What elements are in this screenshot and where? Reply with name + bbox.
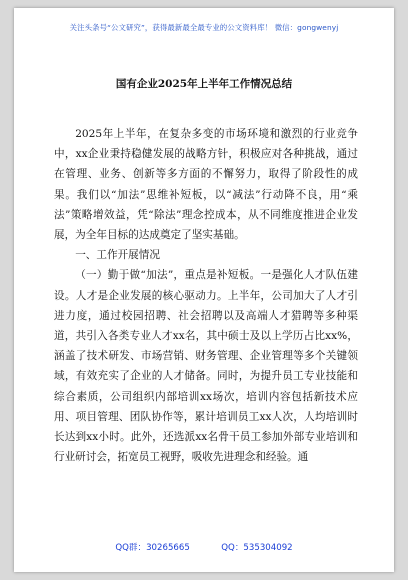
intro-paragraph: 2025年上半年，在复杂多变的市场环境和激烈的行业竞争中，xx企业秉持稳健发展的战略方针，积极应对各种挑战，通过在管理、业务、创新等多方面的不懈努力，取得了阶段性的成果。我们以“加法”思维补短板，以“减法”行动降不良，用“乘法”策略增效益，凭“除法”理念控成本，从不同维度推进企业发展，为全年目标的达成奠定了坚实基础。 xyxy=(54,128,358,242)
subsection-paragraph: （一）勤于做“加法”，重点是补短板。一是强化人才队伍建设。人才是企业发展的核心驱动力。上半年，公司加大了人才引进力度，通过校园招聘、社会招聘以及高端人才猎聘等多种渠道，共引入各类专业人才xx名，其中硕士及以上学历占比xx%，涵盖了技术研发、市场营销、财务管理、企业管理等多个关键领域，有效充实了企业的人才储备。同时，为提升员工专业技能和综合素质，公司组织内部培训xx场次，培训内容包括新技术应用、项目管理、团队协作等，累计培训员工xx人次，人均培训时长达到xx小时。此外，还选派xx名骨干员工参加外部专业培训和行业研讨会，拓宽员工视野，吸收先进理念和经验。通 xyxy=(54,269,358,464)
document-title: 国有企业2025年上半年工作情况总结 xyxy=(115,78,293,90)
header-banner: 关注头条号“公文研究”，获得最新最全最专业的公文资料库！ 微信：gongwenyj xyxy=(69,23,339,32)
footer-contact xyxy=(14,541,394,553)
document-body xyxy=(54,124,358,467)
qq-group-label: QQ群： xyxy=(115,543,147,553)
qq-label: QQ： xyxy=(221,543,244,553)
qq-group-value: 30265665 xyxy=(146,543,190,553)
section-heading: 一、工作开展情况 xyxy=(75,249,160,262)
document-page xyxy=(14,8,394,572)
qq-value: 535304092 xyxy=(243,543,293,553)
